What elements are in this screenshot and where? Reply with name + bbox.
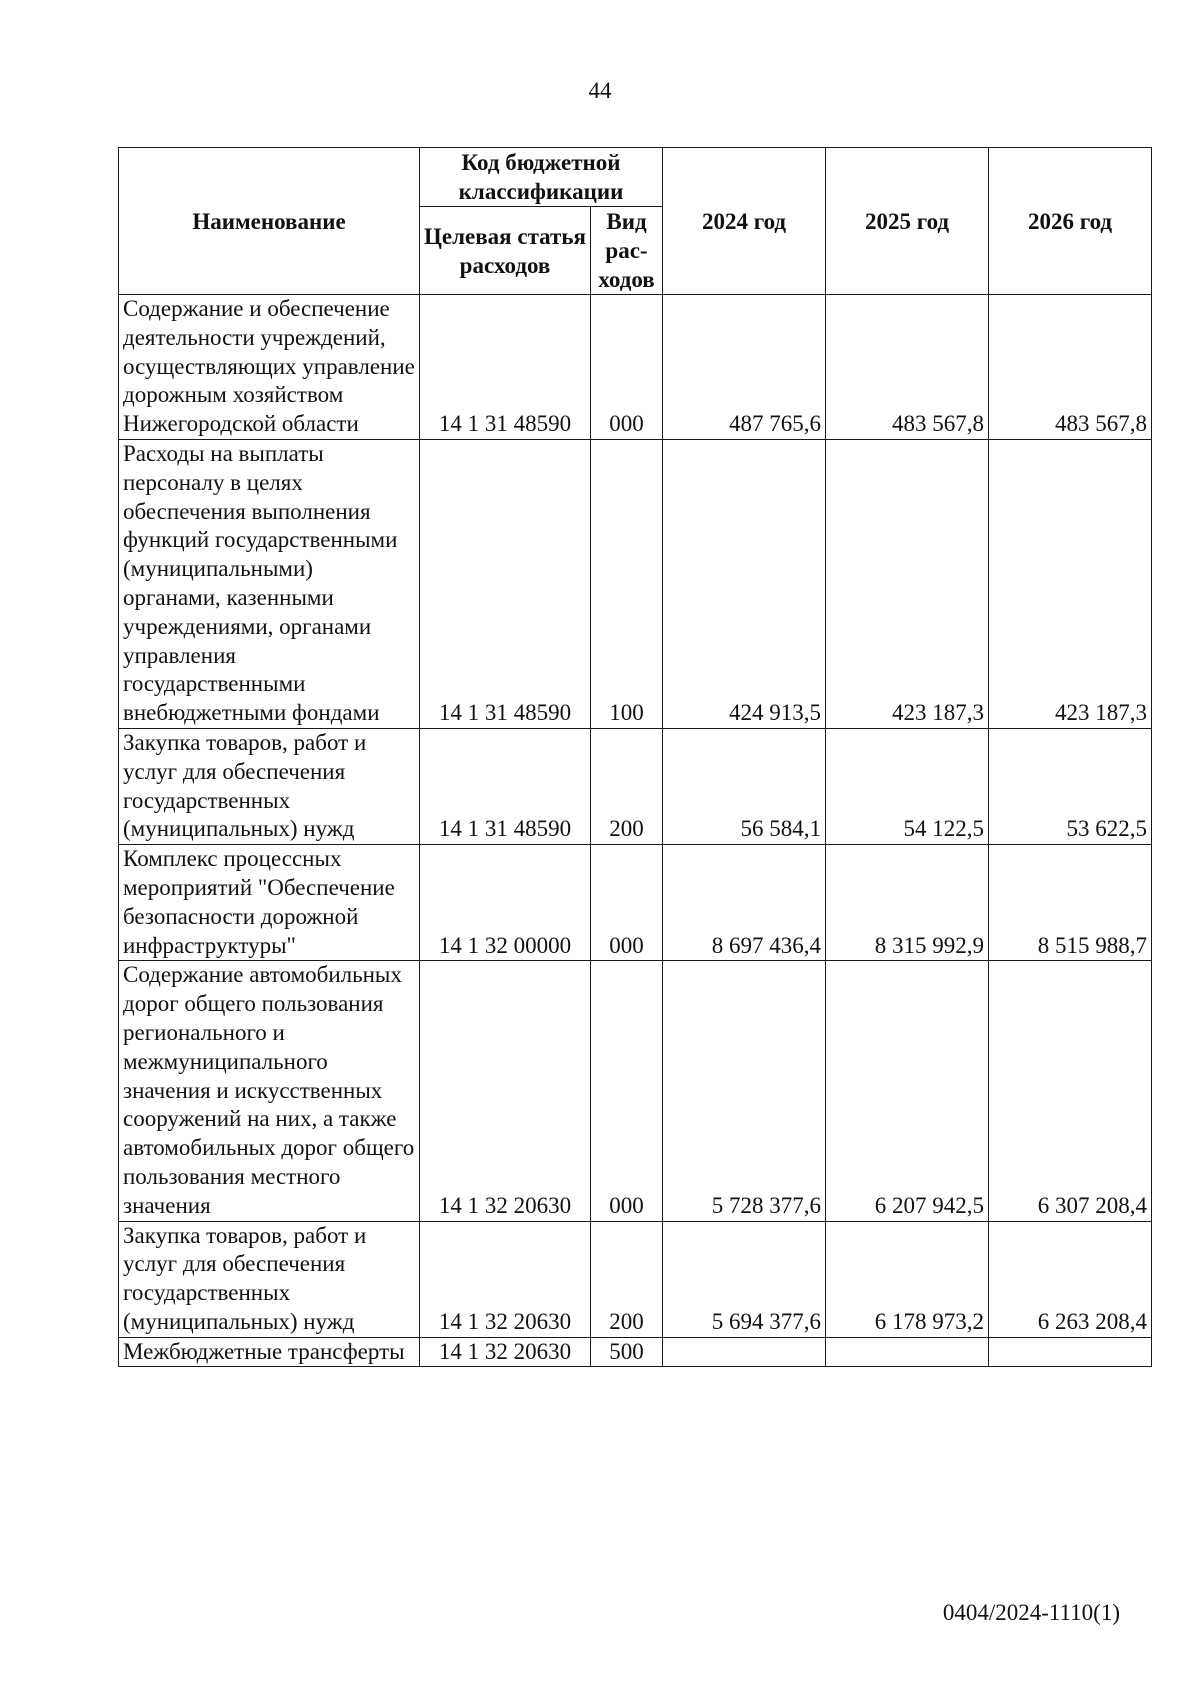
row-expense-kind: 000 <box>591 845 663 961</box>
row-amount-2024: 56 584,1 <box>663 728 826 844</box>
header-year-2025: 2025 год <box>826 148 989 295</box>
row-name: Содержание и обеспечение деятельности учреждений, осуществляющих управление дорожным хозяйством Нижегородской области <box>119 295 420 440</box>
table-body <box>119 295 1152 1367</box>
table-row <box>119 1337 1152 1367</box>
row-amount-2025: 483 567,8 <box>826 295 989 440</box>
row-name: Содержание автомобильных дорог общего пользования регионального и межмуниципального значения и искусственных сооружений на них, а также автомобильных дорог общего пользования местного значения <box>119 961 420 1221</box>
row-expense-kind: 000 <box>591 961 663 1221</box>
row-target-article: 14 1 31 48590 <box>420 439 591 728</box>
row-amount-2024: 5 728 377,6 <box>663 961 826 1221</box>
table-row <box>119 961 1152 1221</box>
budget-table <box>118 147 1152 1367</box>
row-amount-2025: 54 122,5 <box>826 728 989 844</box>
row-amount-2024: 424 913,5 <box>663 439 826 728</box>
row-amount-2024: 5 694 377,6 <box>663 1221 826 1337</box>
row-amount-2026: 8 515 988,7 <box>989 845 1152 961</box>
page-number: 44 <box>588 78 612 103</box>
header-year-2026: 2026 год <box>989 148 1152 295</box>
row-expense-kind: 200 <box>591 728 663 844</box>
row-target-article: 14 1 31 48590 <box>420 295 591 440</box>
row-name: Межбюджетные трансферты <box>119 1337 420 1367</box>
row-target-article: 14 1 32 20630 <box>420 1221 591 1337</box>
row-name: Закупка товаров, работ и услуг для обеспечения государственных (муниципальных) нужд <box>119 728 420 844</box>
header-year-2024: 2024 год <box>663 148 826 295</box>
table-row <box>119 295 1152 440</box>
row-name: Комплекс процессных мероприятий "Обеспечение безопасности дорожной инфраструктуры" <box>119 845 420 961</box>
row-amount-2025: 423 187,3 <box>826 439 989 728</box>
table-row <box>119 1221 1152 1337</box>
row-amount-2024 <box>663 1337 826 1367</box>
row-expense-kind: 000 <box>591 295 663 440</box>
table-row <box>119 845 1152 961</box>
row-amount-2025: 6 207 942,5 <box>826 961 989 1221</box>
row-amount-2026: 6 263 208,4 <box>989 1221 1152 1337</box>
row-target-article: 14 1 32 20630 <box>420 1337 591 1367</box>
row-amount-2026: 423 187,3 <box>989 439 1152 728</box>
header-budget-code-group: Код бюджетной классификации <box>420 148 663 207</box>
row-target-article: 14 1 31 48590 <box>420 728 591 844</box>
table-row <box>119 728 1152 844</box>
row-amount-2026: 53 622,5 <box>989 728 1152 844</box>
row-amount-2026: 483 567,8 <box>989 295 1152 440</box>
row-amount-2024: 487 765,6 <box>663 295 826 440</box>
row-expense-kind: 200 <box>591 1221 663 1337</box>
row-amount-2026 <box>989 1337 1152 1367</box>
row-expense-kind: 500 <box>591 1337 663 1367</box>
row-amount-2025 <box>826 1337 989 1367</box>
header-name: Наименование <box>119 148 420 295</box>
header-target-article: Целевая статья расходов <box>420 207 591 295</box>
row-name: Закупка товаров, работ и услуг для обеспечения государственных (муниципальных) нужд <box>119 1221 420 1337</box>
row-target-article: 14 1 32 20630 <box>420 961 591 1221</box>
row-target-article: 14 1 32 00000 <box>420 845 591 961</box>
header-expense-kind: Вид рас-ходов <box>591 207 663 295</box>
row-name: Расходы на выплаты персоналу в целях обеспечения выполнения функций государственными (муниципальными) органами, казенными учреждениями, органами управления государственными внебюджетными фондами <box>119 439 420 728</box>
document-code: 0404/2024-1110(1) <box>942 1600 1120 1625</box>
table-row <box>119 439 1152 728</box>
row-amount-2025: 6 178 973,2 <box>826 1221 989 1337</box>
table-header <box>119 148 1152 295</box>
row-amount-2026: 6 307 208,4 <box>989 961 1152 1221</box>
row-amount-2025: 8 315 992,9 <box>826 845 989 961</box>
row-expense-kind: 100 <box>591 439 663 728</box>
row-amount-2024: 8 697 436,4 <box>663 845 826 961</box>
